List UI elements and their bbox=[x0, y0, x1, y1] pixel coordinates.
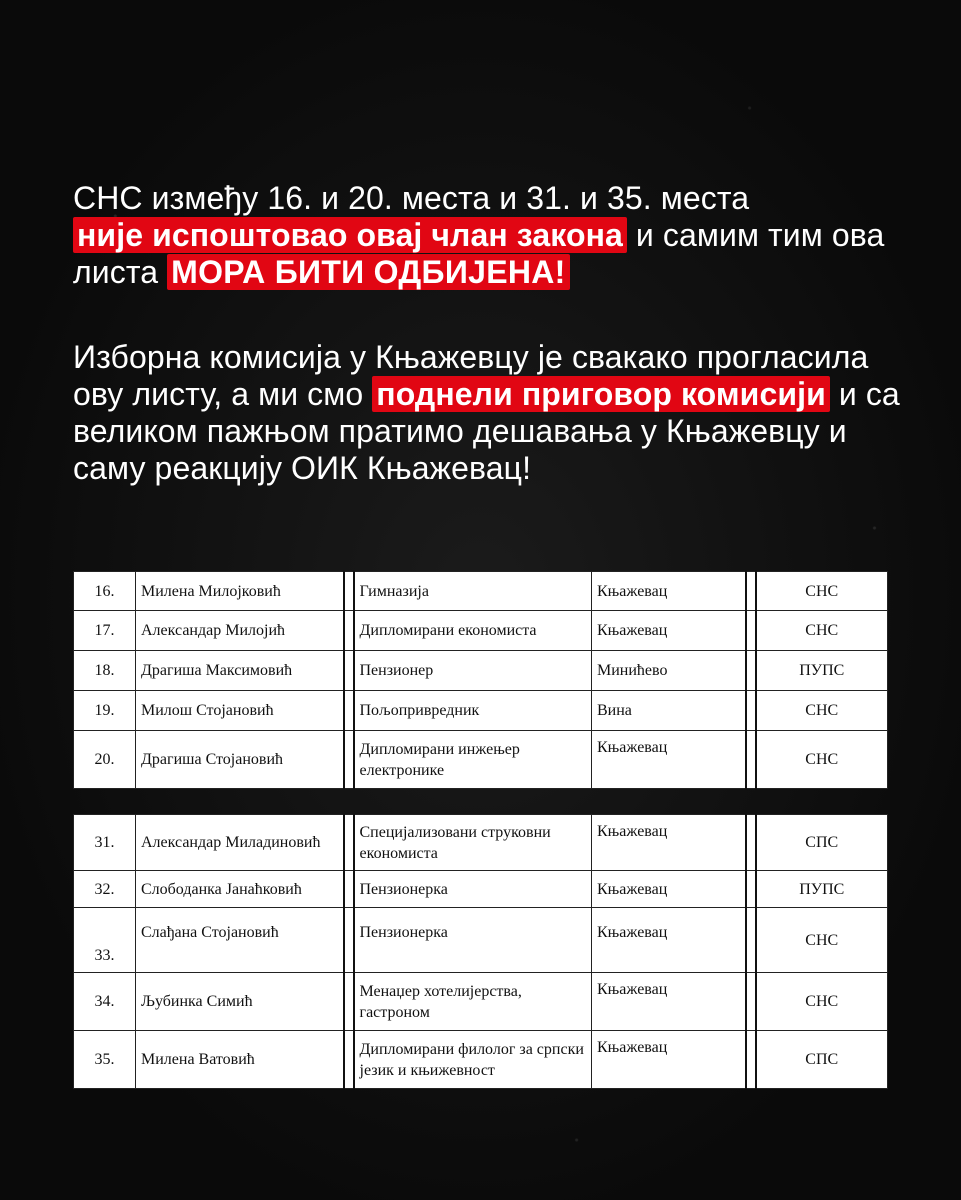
row-number: 31. bbox=[74, 815, 136, 871]
column-divider bbox=[344, 691, 354, 731]
candidate-name: Слободанка Јанаћковић bbox=[136, 871, 344, 908]
row-number: 16. bbox=[74, 572, 136, 611]
table-row bbox=[74, 731, 888, 789]
candidate-occupation: Дипломирани економиста bbox=[354, 611, 592, 651]
candidate-place: Књажевац bbox=[592, 572, 746, 611]
table-row bbox=[74, 908, 888, 973]
complaint-text-start: Изборна комисија у Књажевцу је свакако прогласила ову листу, а ми смо bbox=[73, 339, 869, 412]
row-number: 18. bbox=[74, 651, 136, 691]
candidate-place: Књажевац bbox=[592, 731, 746, 789]
row-number: 33. bbox=[74, 908, 136, 973]
candidate-name: Драгиша Максимовић bbox=[136, 651, 344, 691]
candidate-party: ПУПС bbox=[756, 651, 888, 691]
candidate-occupation: Гимназија bbox=[354, 572, 592, 611]
column-divider bbox=[746, 871, 756, 908]
table-row bbox=[74, 611, 888, 651]
candidate-occupation: Дипломирани инжењер електронике bbox=[354, 731, 592, 789]
candidate-party: СНС bbox=[756, 611, 888, 651]
intro-paragraph bbox=[73, 180, 903, 291]
column-divider bbox=[746, 1031, 756, 1089]
candidate-place: Књажевац bbox=[592, 973, 746, 1031]
candidate-place: Књажевац bbox=[592, 815, 746, 871]
candidate-place: Књажевац bbox=[592, 611, 746, 651]
candidate-table-16-20 bbox=[73, 571, 887, 789]
highlight-violation: није испоштовао овај члан закона bbox=[73, 217, 627, 253]
candidate-place: Књажевац bbox=[592, 1031, 746, 1089]
candidate-name: Драгиша Стојановић bbox=[136, 731, 344, 789]
candidate-occupation: Пензионер bbox=[354, 651, 592, 691]
complaint-paragraph bbox=[73, 339, 903, 487]
candidate-occupation: Специјализовани струковни економиста bbox=[354, 815, 592, 871]
candidate-occupation: Дипломирани филолог за српски језик и књижевност bbox=[354, 1031, 592, 1089]
column-divider bbox=[344, 651, 354, 691]
candidate-party: ПУПС bbox=[756, 871, 888, 908]
table-row bbox=[74, 691, 888, 731]
candidate-party: СНС bbox=[756, 908, 888, 973]
candidate-place: Књажевац bbox=[592, 908, 746, 973]
row-number: 35. bbox=[74, 1031, 136, 1089]
column-divider bbox=[746, 973, 756, 1031]
column-divider bbox=[344, 908, 354, 973]
column-divider bbox=[344, 815, 354, 871]
intro-continuation: и самим тим ова листа bbox=[73, 217, 885, 290]
candidate-place: Минићево bbox=[592, 651, 746, 691]
column-divider bbox=[344, 731, 354, 789]
column-divider bbox=[344, 871, 354, 908]
column-divider bbox=[746, 691, 756, 731]
candidate-party: СНС bbox=[756, 572, 888, 611]
column-divider bbox=[746, 651, 756, 691]
candidate-occupation: Пензионерка bbox=[354, 908, 592, 973]
candidate-party: СПС bbox=[756, 815, 888, 871]
intro-line: СНС између 16. и 20. места и 31. и 35. места bbox=[73, 180, 750, 216]
column-divider bbox=[746, 611, 756, 651]
column-divider bbox=[344, 973, 354, 1031]
candidate-place: Вина bbox=[592, 691, 746, 731]
candidate-occupation: Пензионерка bbox=[354, 871, 592, 908]
table-row bbox=[74, 871, 888, 908]
candidate-name: Александар Миладиновић bbox=[136, 815, 344, 871]
column-divider bbox=[746, 572, 756, 611]
column-divider bbox=[344, 1031, 354, 1089]
candidate-place: Књажевац bbox=[592, 871, 746, 908]
column-divider bbox=[344, 611, 354, 651]
candidate-party: СНС bbox=[756, 973, 888, 1031]
candidate-party: СНС bbox=[756, 691, 888, 731]
highlight-must-be-rejected: МОРА БИТИ ОДБИЈЕНА! bbox=[167, 254, 570, 290]
candidate-occupation: Менаџер хотелијерства, гастроном bbox=[354, 973, 592, 1031]
row-number: 34. bbox=[74, 973, 136, 1031]
row-number: 32. bbox=[74, 871, 136, 908]
candidate-name: Александар Милојић bbox=[136, 611, 344, 651]
row-number: 17. bbox=[74, 611, 136, 651]
candidate-name: Љубинка Симић bbox=[136, 973, 344, 1031]
table-row bbox=[74, 815, 888, 871]
candidate-party: СПС bbox=[756, 1031, 888, 1089]
candidate-name: Милош Стојановић bbox=[136, 691, 344, 731]
column-divider bbox=[746, 908, 756, 973]
table-row bbox=[74, 1031, 888, 1089]
complaint-text-end: и са великом пажњом пратимо дешавања у Књажевцу и саму реакцију ОИК Књажевац! bbox=[73, 376, 900, 486]
candidate-name: Милена Милојковић bbox=[136, 572, 344, 611]
column-divider bbox=[746, 731, 756, 789]
column-divider bbox=[344, 572, 354, 611]
row-number: 20. bbox=[74, 731, 136, 789]
candidate-occupation: Пољопривредник bbox=[354, 691, 592, 731]
table-row bbox=[74, 572, 888, 611]
candidate-party: СНС bbox=[756, 731, 888, 789]
column-divider bbox=[746, 815, 756, 871]
candidate-table-31-35 bbox=[73, 814, 887, 1089]
table-row bbox=[74, 651, 888, 691]
row-number: 19. bbox=[74, 691, 136, 731]
table-row bbox=[74, 973, 888, 1031]
candidate-name: Милена Ватовић bbox=[136, 1031, 344, 1089]
candidate-name: Слађана Стојановић bbox=[136, 908, 344, 973]
highlight-complaint-filed: поднели приговор комисији bbox=[372, 376, 830, 412]
